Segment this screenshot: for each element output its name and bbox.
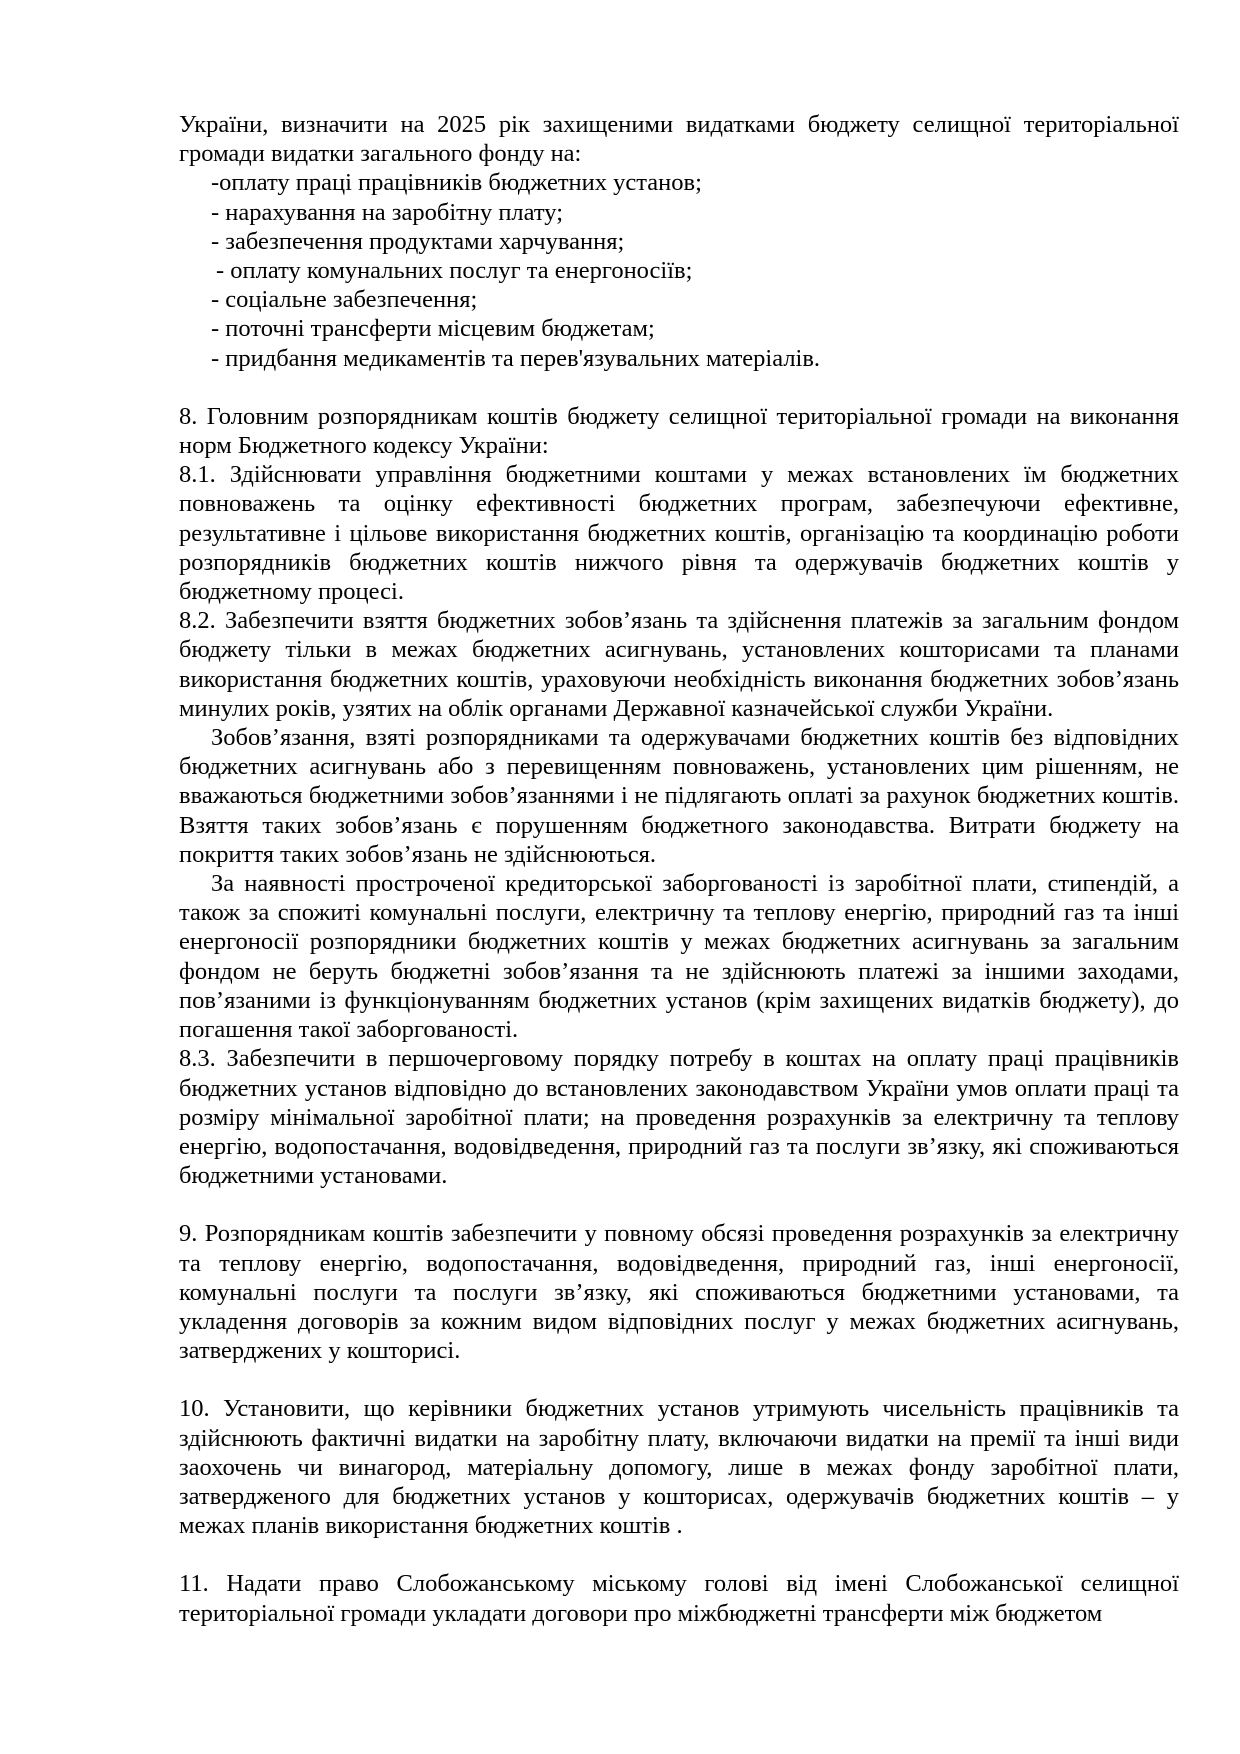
list-item: - оплату комунальних послуг та енергоносіїв; — [216, 257, 693, 285]
section-11: 11. Надати право Слобожанському міському голові від імені Слобожанської селищної територіальної громади укладати договори про міжбюджетні трансферти між бюджетом — [179, 1570, 1179, 1627]
section-8-3: 8.3. Забезпечити в першочерговому порядку потребу в коштах на оплату праці працівників бюджетних установ відповідно до встановлених законодавством України умов оплати праці та розміру мінімальної заробітної плати; на проведення розрахунків за електричну та теплову енергію, водопостачання, водовідведення, природний газ та послуги зв’язку, які споживаються бюджетними установами. — [179, 1045, 1179, 1190]
spacer — [179, 1190, 1179, 1219]
intro-paragraph: України, визначити на 2025 рік захищеними видатками бюджету селищної територіальної громади видатки загального фонду на: — [179, 111, 1179, 168]
spacer — [179, 373, 1179, 402]
list-item: -оплату праці працівників бюджетних установ; — [211, 169, 702, 197]
section-8-1: 8.1. Здійснювати управління бюджетними коштами у межах встановлених їм бюджетних повноважень та оцінку ефективності бюджетних програм, забезпечуючи ефективне, результативне і цільове використання бюджетних коштів, організацію та координацію роботи розпорядників бюджетних коштів нижчого рівня та одержувачів бюджетних коштів у бюджетному процесі. — [179, 461, 1179, 606]
section-8-2: 8.2. Забезпечити взяття бюджетних зобов’язань та здійснення платежів за загальним фондом бюджету тільки в межах бюджетних асигнувань, установлених кошторисами та планами використання бюджетних коштів, ураховуючи необхідність виконання бюджетних зобов’язань минулих років, узятих на облік органами Державної казначейської служби України. — [179, 607, 1179, 722]
list-item: - придбання медикаментів та перев'язувальних матеріалів. — [211, 344, 821, 372]
spacer — [179, 1365, 1179, 1394]
section-8-heading: 8. Головним розпорядникам коштів бюджету селищної територіальної громади на виконання норм Бюджетного кодексу України: — [179, 402, 1179, 460]
list-item: - нарахування на заробітну плату; — [211, 198, 564, 226]
section-8-2-arrears: За наявності простроченої кредиторської заборгованості із заробітної плати, стипендій, а також за спожиті комунальні послуги, електричну та теплову енергію, природний газ та інші енергоносії розпорядники бюджетних коштів у межах бюджетних асигнувань за загальним фондом не беруть бюджетні зобов’язання та не здійснюють платежі за іншими заходами, пов’язаними із функціонуванням бюджетних установ (крім захищених видатків бюджету), до погашення такої заборгованості. — [179, 870, 1179, 1044]
document-page — [179, 110, 1179, 1628]
section-9: 9. Розпорядникам коштів забезпечити у повному обсязі проведення розрахунків за електричну та теплову енергію, водопостачання, водовідведення, природний газ, інші енергоносії, комунальні послуги та послуги зв’язку, які споживаються бюджетними установами, та укладення договорів за кожним видом відповідних послуг у межах бюджетних асигнувань, затверджених у кошторисі. — [179, 1220, 1179, 1365]
section-10: 10. Установити, що керівники бюджетних установ утримують чисельність працівників та здійснюють фактичні видатки на заробітну плату, включаючи видатки на премії та інші види заохочень чи винагород, матеріальну допомогу, лише в межах фонду заробітної плати, затвердженого для бюджетних установ у кошторисах, одержувачів бюджетних коштів – у межах планів використання бюджетних коштів . — [179, 1395, 1179, 1540]
list-item: - соціальне забезпечення; — [211, 286, 478, 314]
protected-expenditures-list — [179, 168, 1179, 372]
spacer — [179, 1540, 1179, 1569]
list-item: - поточні трансферти місцевим бюджетам; — [211, 315, 655, 343]
section-8-2-obligations: Зобов’язання, взяті розпорядниками та одержувачами бюджетних коштів без відповідних бюджетних асигнувань або з перевищенням повноважень, установлених цим рішенням, не вважаються бюджетними зобов’язаннями і не підлягають оплаті за рахунок бюджетних коштів. Взяття таких зобов’язань є порушенням бюджетного законодавства. Витрати бюджету на покриття таких зобов’язань не здійснюються. — [179, 724, 1179, 868]
list-item: - забезпечення продуктами харчування; — [211, 227, 625, 255]
